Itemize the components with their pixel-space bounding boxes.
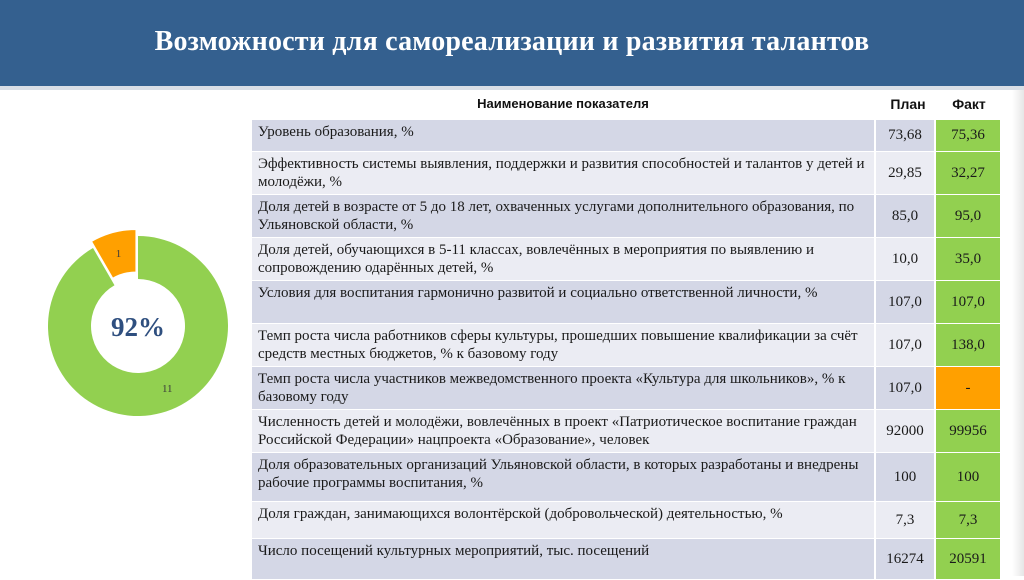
indicator-name: Доля образовательных организаций Ульяновской области, в которых разработаны и внедрены рабочие программы воспитания, % xyxy=(252,453,874,501)
plan-value: 7,3 xyxy=(874,502,934,538)
table-row xyxy=(252,539,1000,580)
plan-value: 16274 xyxy=(874,539,934,579)
fact-value: - xyxy=(934,367,1000,409)
page-title: Возможности для самореализации и развития талантов xyxy=(154,26,870,57)
indicator-name: Условия для воспитания гармонично развитой и социально ответственной личности, % xyxy=(252,281,874,323)
table-row xyxy=(252,120,1000,152)
indicator-name: Темп роста числа работников сферы культуры, прошедших повышение квалификации за счёт средств местных бюджетов, % к базовому году xyxy=(252,324,874,366)
fact-value: 35,0 xyxy=(934,238,1000,280)
fact-value: 20591 xyxy=(934,539,1000,579)
plan-value: 92000 xyxy=(874,410,934,452)
plan-value: 29,85 xyxy=(874,152,934,194)
indicator-name: Доля граждан, занимающихся волонтёрской (добровольческой) деятельностью, % xyxy=(252,502,874,538)
column-header-fact: Факт xyxy=(952,96,986,112)
table-row xyxy=(252,152,1000,195)
donut-label-completed: 11 xyxy=(161,382,173,395)
table-row xyxy=(252,195,1000,238)
fact-value: 7,3 xyxy=(934,502,1000,538)
donut-label-not-completed: 1 xyxy=(115,248,122,261)
table-row xyxy=(252,367,1000,410)
table-row xyxy=(252,324,1000,367)
indicator-name: Число посещений культурных мероприятий, тыс. посещений xyxy=(252,539,874,579)
table-row xyxy=(252,453,1000,502)
plan-value: 107,0 xyxy=(874,324,934,366)
header-bar xyxy=(0,0,1024,86)
plan-value: 73,68 xyxy=(874,120,934,151)
indicator-name: Доля детей в возрасте от 5 до 18 лет, охваченных услугами дополнительного образования, по Ульяновской области, % xyxy=(252,195,874,237)
fact-value: 100 xyxy=(934,453,1000,501)
plan-value: 107,0 xyxy=(874,281,934,323)
indicators-table xyxy=(252,120,1000,580)
donut-center-label: 92% xyxy=(111,312,165,342)
plan-value: 107,0 xyxy=(874,367,934,409)
indicator-name: Эффективность системы выявления, поддержки и развития способностей и талантов у детей и молодёжи, % xyxy=(252,152,874,194)
plan-value: 10,0 xyxy=(874,238,934,280)
table-row xyxy=(252,410,1000,453)
indicator-name: Темп роста числа участников межведомственного проекта «Культура для школьников», % к базовому году xyxy=(252,367,874,409)
plan-value: 100 xyxy=(874,453,934,501)
plan-value: 85,0 xyxy=(874,195,934,237)
indicator-name: Численность детей и молодёжи, вовлечённых в проект «Патриотическое воспитание граждан Российской Федерации» нацпроекта «Образование», человек xyxy=(252,410,874,452)
right-edge-shadow xyxy=(1012,90,1024,576)
table-row xyxy=(252,502,1000,539)
completion-donut-chart xyxy=(44,220,240,440)
table-row xyxy=(252,281,1000,324)
header-divider xyxy=(0,86,1024,90)
column-header-plan: План xyxy=(890,96,926,112)
indicator-name: Доля детей, обучающихся в 5-11 классах, вовлечённых в мероприятия по выявлению и сопровождению одарённых детей, % xyxy=(252,238,874,280)
indicator-name: Уровень образования, % xyxy=(252,120,874,151)
table-row xyxy=(252,238,1000,281)
fact-value: 75,36 xyxy=(934,120,1000,151)
column-header-name: Наименование показателя xyxy=(477,96,649,111)
fact-value: 95,0 xyxy=(934,195,1000,237)
fact-value: 99956 xyxy=(934,410,1000,452)
fact-value: 32,27 xyxy=(934,152,1000,194)
fact-value: 138,0 xyxy=(934,324,1000,366)
fact-value: 107,0 xyxy=(934,281,1000,323)
